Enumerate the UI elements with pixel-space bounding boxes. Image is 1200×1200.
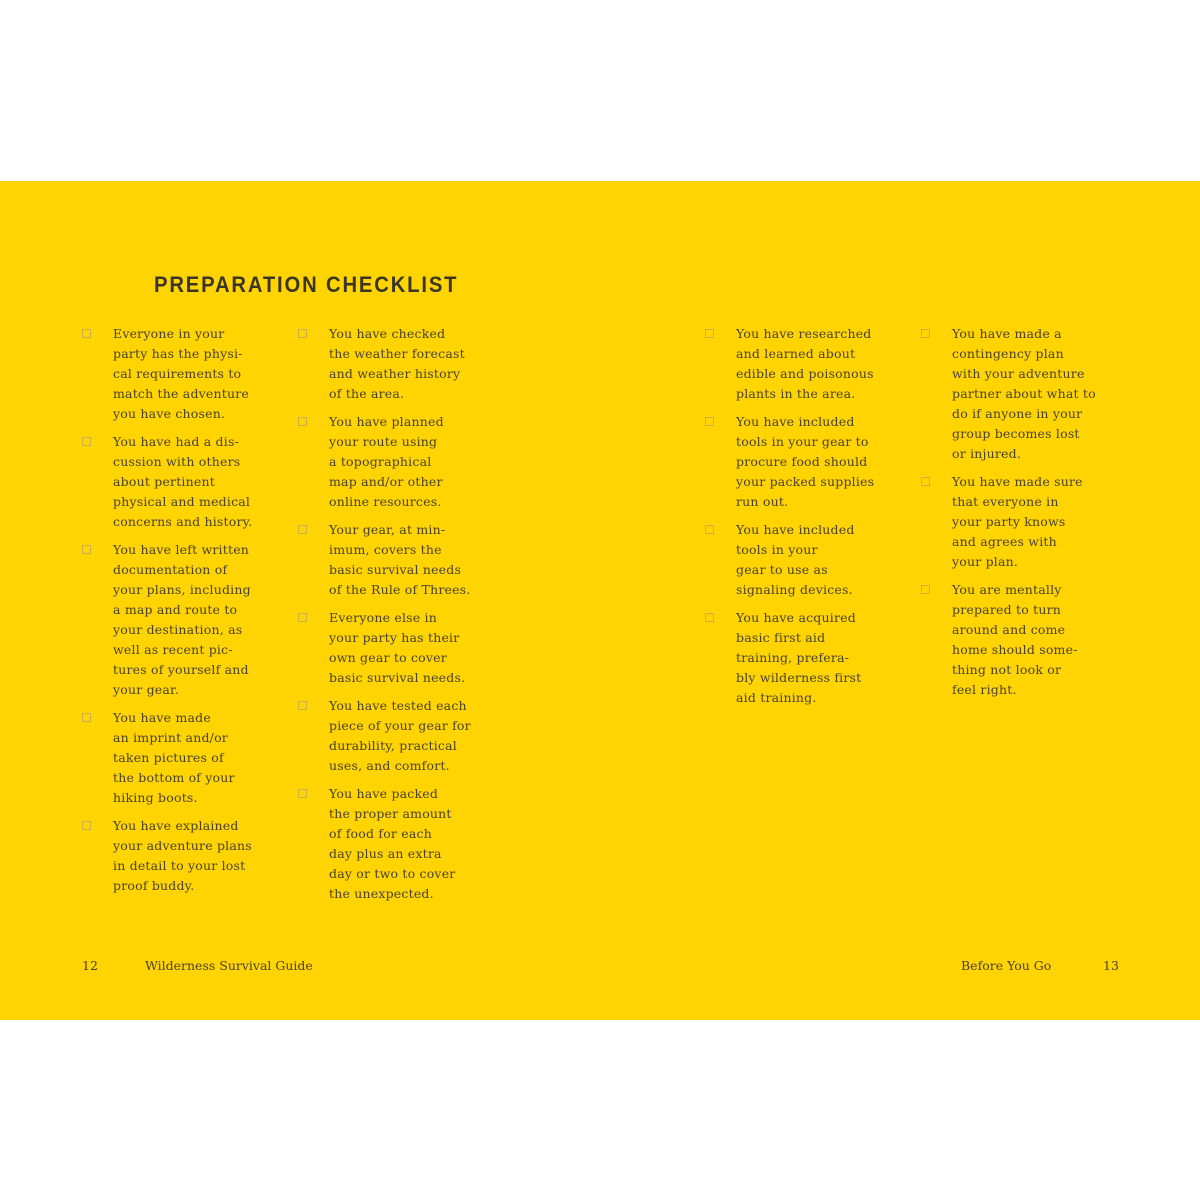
checklist-item: You have included tools in your gear to procure food should your packed supplies run out.: [705, 412, 895, 512]
right-page-number: 13: [1103, 958, 1119, 973]
checkbox-icon: [298, 701, 307, 710]
checklist-item: You are mentally prepared to turn around and come home should some- thing not look or feel right.: [921, 580, 1111, 700]
checklist-item: Your gear, at min- imum, covers the basic survival needs of the Rule of Threes.: [298, 520, 488, 600]
checklist-item: Everyone in your party has the physi- cal requirements to match the adventure you have chosen.: [82, 324, 272, 424]
checkbox-icon: [298, 417, 307, 426]
checkbox-icon: [298, 525, 307, 534]
checklist-item: You have made a contingency plan with your adventure partner about what to do if anyone in your group becomes lost or injured.: [921, 324, 1111, 464]
checklist-item: You have had a dis- cussion with others about pertinent physical and medical concerns and history.: [82, 432, 272, 532]
checklist-column-4: [921, 324, 1111, 708]
checkbox-icon: [82, 329, 91, 338]
checklist-item: You have checked the weather forecast and weather history of the area.: [298, 324, 488, 404]
checkbox-icon: [921, 329, 930, 338]
checkbox-icon: [298, 329, 307, 338]
checkbox-icon: [82, 437, 91, 446]
checklist-item: You have included tools in your gear to use as signaling devices.: [705, 520, 895, 600]
checkbox-icon: [705, 525, 714, 534]
checklist-item: You have acquired basic first aid training, prefera- bly wilderness first aid training.: [705, 608, 895, 708]
checkbox-icon: [82, 545, 91, 554]
checklist-item: You have packed the proper amount of food for each day plus an extra day or two to cover the unexpected.: [298, 784, 488, 904]
checkbox-icon: [921, 477, 930, 486]
checklist-column-3: [705, 324, 895, 716]
checklist-item: You have made an imprint and/or taken pictures of the bottom of your hiking boots.: [82, 708, 272, 808]
checkbox-icon: [82, 713, 91, 722]
checkbox-icon: [298, 789, 307, 798]
checklist-item: You have researched and learned about edible and poisonous plants in the area.: [705, 324, 895, 404]
checklist-column-1: [82, 324, 272, 904]
checkbox-icon: [705, 613, 714, 622]
checkbox-icon: [82, 821, 91, 830]
checklist-column-2: [298, 324, 488, 912]
checkbox-icon: [921, 585, 930, 594]
checkbox-icon: [298, 613, 307, 622]
checklist-item: You have left written documentation of your plans, including a map and route to your destination, as well as recent pic- tures of yourself and your gear.: [82, 540, 272, 700]
checklist-item: You have made sure that everyone in your party knows and agrees with your plan.: [921, 472, 1111, 572]
checklist-item: Everyone else in your party has their own gear to cover basic survival needs.: [298, 608, 488, 688]
checklist-item: You have planned your route using a topographical map and/or other online resources.: [298, 412, 488, 512]
checklist-item: You have tested each piece of your gear for durability, practical uses, and comfort.: [298, 696, 488, 776]
left-page-number: 12: [82, 958, 98, 973]
left-running-head: Wilderness Survival Guide: [145, 958, 313, 973]
checkbox-icon: [705, 329, 714, 338]
checkbox-icon: [705, 417, 714, 426]
right-running-head: Before You Go: [961, 958, 1052, 973]
checklist-item: You have explained your adventure plans in detail to your lost proof buddy.: [82, 816, 272, 896]
page-title: PREPARATION CHECKLIST: [154, 272, 459, 297]
